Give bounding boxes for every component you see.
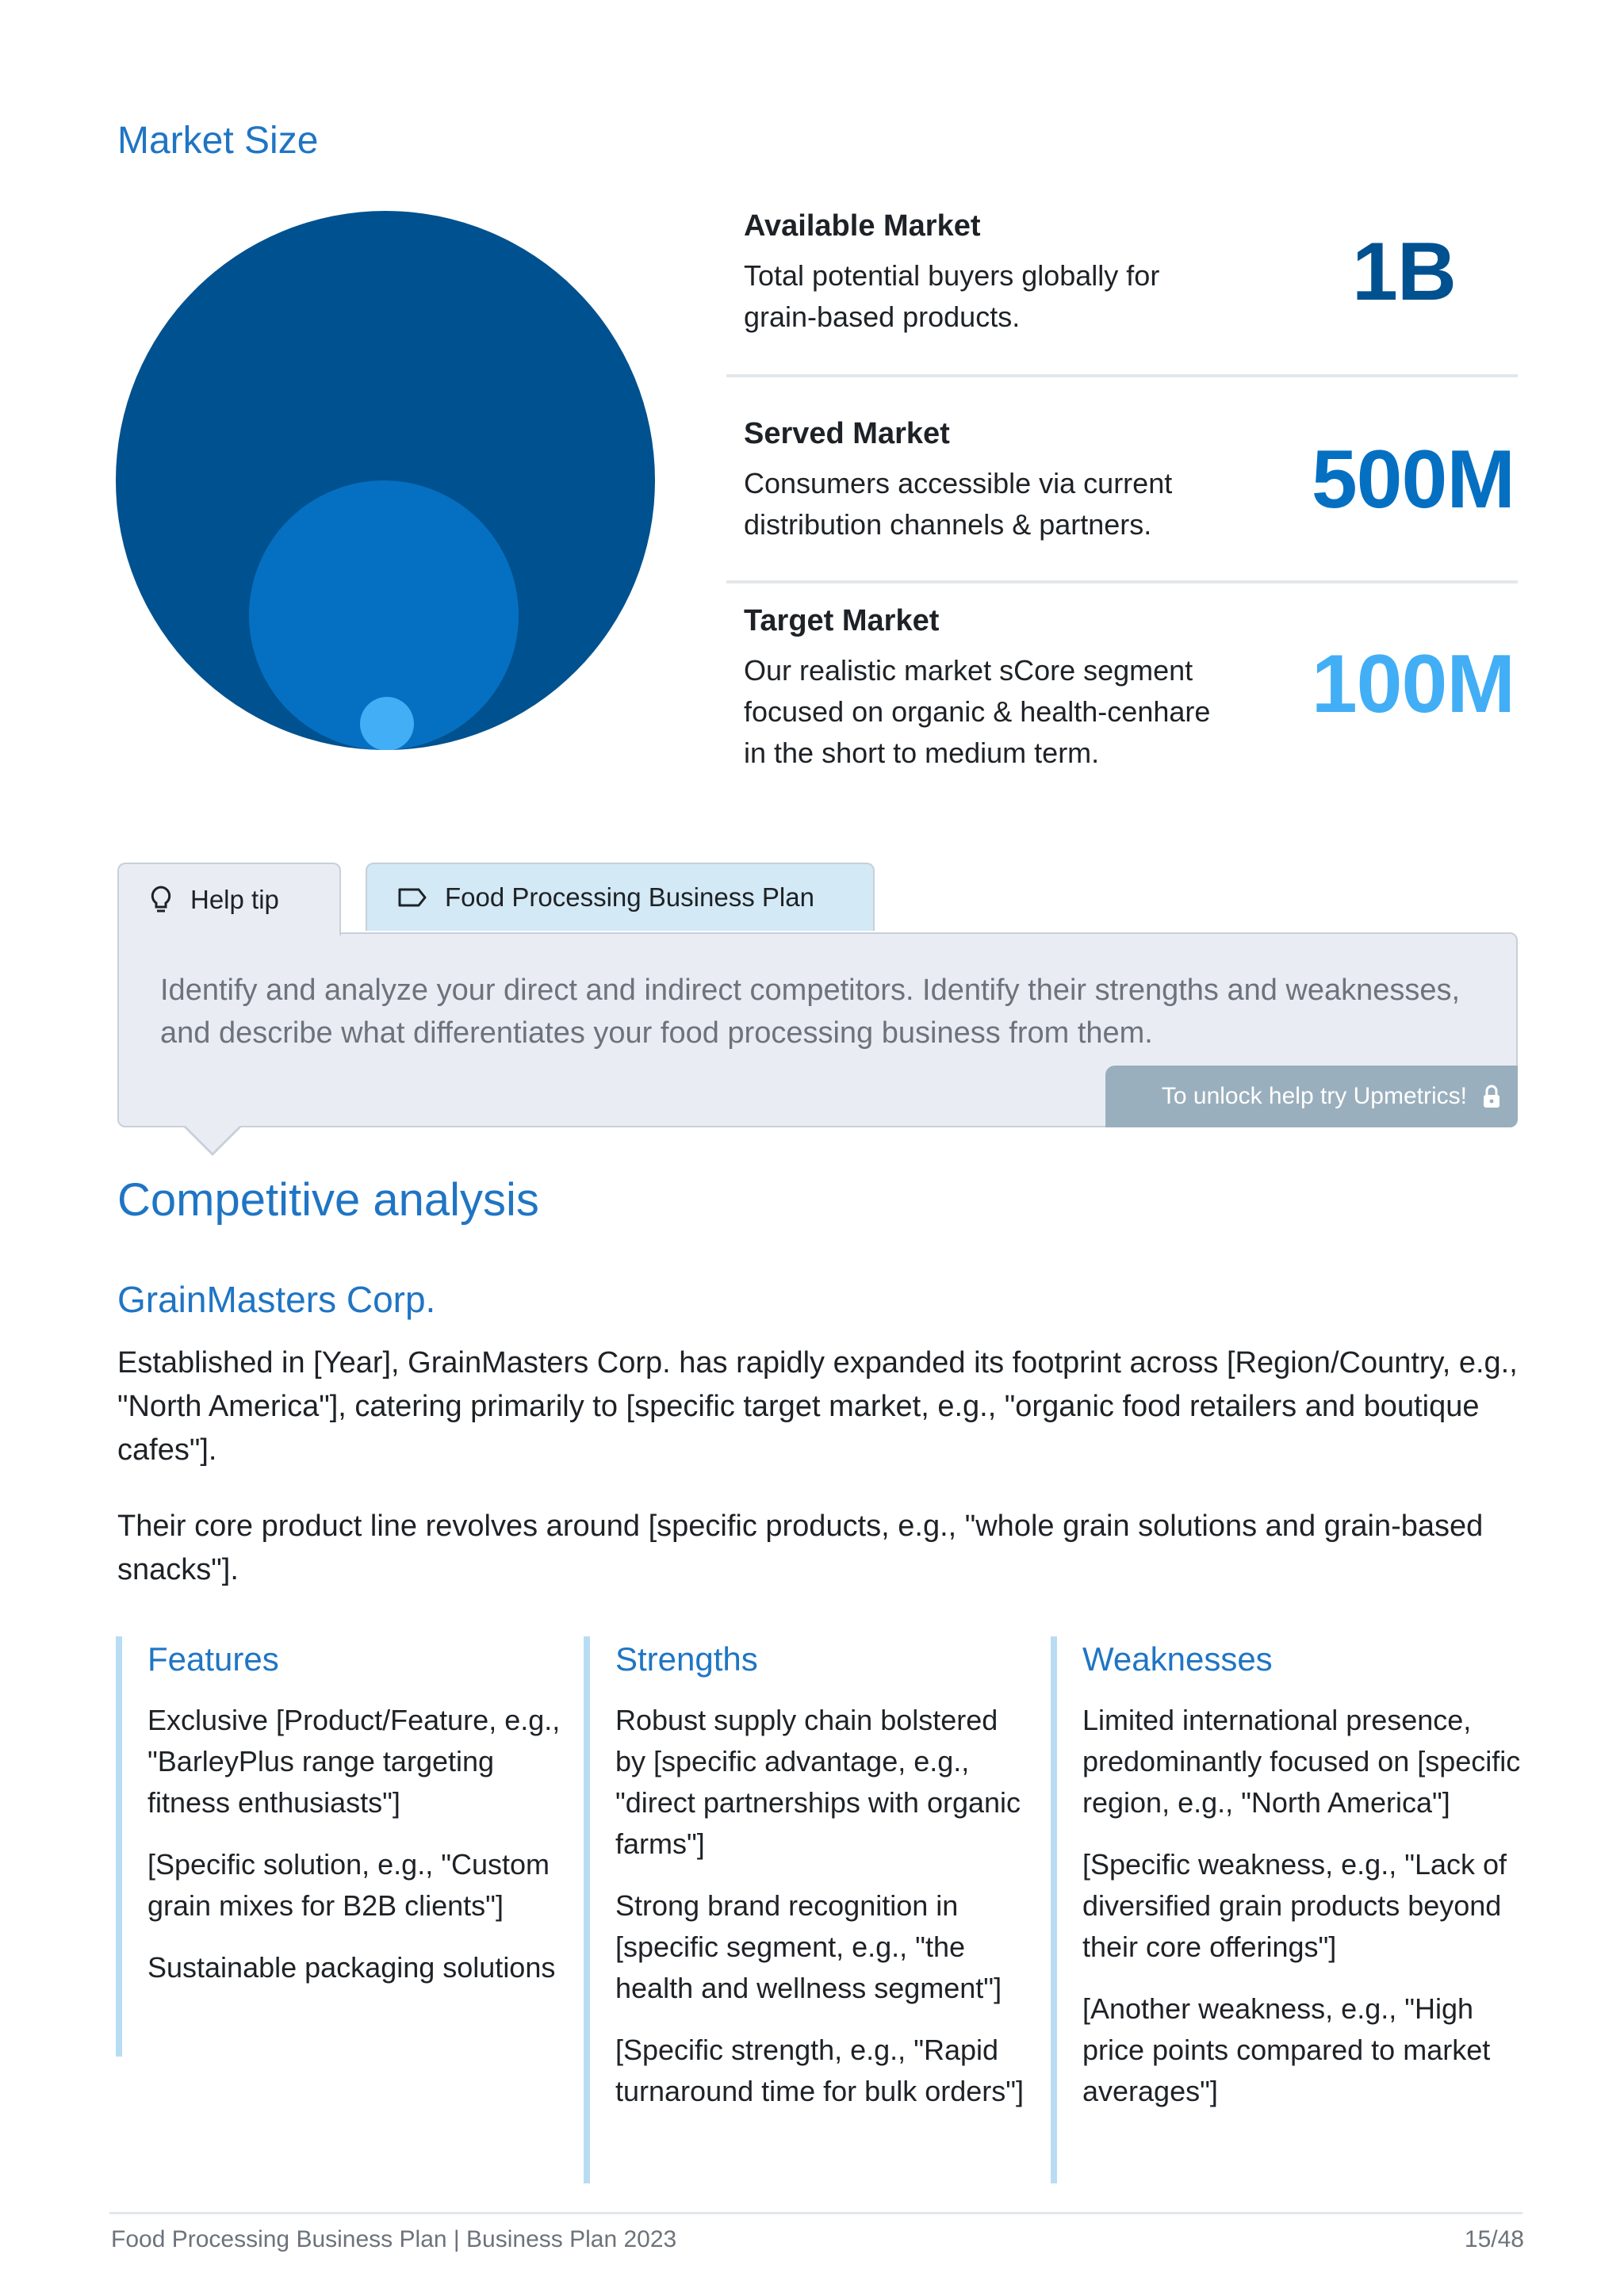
company-paragraph: Their core product line revolves around [specific products, e.g., "whole grain solutions and grain-based snacks"]. <box>117 1510 1484 1586</box>
available-market-row <box>726 209 1518 368</box>
unlock-help-label: To unlock help try Upmetrics! <box>1161 1083 1467 1109</box>
list-item: [Specific weakness, e.g., "Lack of diversified grain products beyond their core offerings"] <box>1082 1848 1507 1963</box>
plan-tab-label: Food Processing Business Plan <box>445 882 814 912</box>
footer-text: Food Processing Business Plan | Business Plan 2023 <box>111 2226 677 2252</box>
target-market-description: Our realistic market sCore segment focused on organic & health-cenhare in the short to medium term. <box>744 654 1211 769</box>
weaknesses-title: Weaknesses <box>1082 1640 1273 1678</box>
served-market-label: Served Market <box>744 417 950 450</box>
lock-icon <box>1481 1084 1502 1109</box>
lightbulb-icon <box>149 885 173 915</box>
strengths-column <box>584 1636 1036 2183</box>
plan-tab[interactable] <box>366 863 875 931</box>
help-tip-panel <box>117 932 1518 1127</box>
target-market-label: Target Market <box>744 604 940 637</box>
available-market-value: 1B <box>1352 226 1456 318</box>
tag-icon <box>397 886 427 909</box>
available-market-description: Total potential buyers globally for grain-based products. <box>744 259 1160 333</box>
competitive-analysis-title: Competitive analysis <box>117 1174 539 1226</box>
list-item: Strong brand recognition in [specific segment, e.g., "the health and wellness segment"] <box>615 1889 1002 2004</box>
footer-divider <box>109 2212 1522 2214</box>
market-divider <box>726 580 1518 584</box>
help-tip-tab[interactable] <box>117 863 341 936</box>
list-item: Exclusive [Product/Feature, e.g., "BarleyPlus range targeting fitness enthusiasts"] <box>147 1704 561 1819</box>
strengths-title: Strengths <box>615 1640 758 1678</box>
list-item: [Another weakness, e.g., "High price points compared to market averages"] <box>1082 1992 1491 2107</box>
company-name: GrainMasters Corp. <box>117 1279 436 1320</box>
served-market-row <box>726 417 1518 560</box>
features-title: Features <box>147 1640 279 1678</box>
served-market-value: 500M <box>1311 434 1515 526</box>
unlock-help-button[interactable] <box>1105 1066 1518 1127</box>
target-market-circle <box>360 697 414 750</box>
list-item: [Specific strength, e.g., "Rapid turnaround time for bulk orders"] <box>615 2034 1025 2107</box>
company-paragraph: Established in [Year], GrainMasters Corp. has rapidly expanded its footprint across [Region/Country, e.g., "North America"], catering primarily to [specific target market, e.g., "organic food retailers and boutique cafes"]. <box>117 1346 1518 1467</box>
weaknesses-column <box>1051 1636 1526 2183</box>
target-market-row <box>726 604 1518 779</box>
list-item: Robust supply chain bolstered by [specific advantage, e.g., "direct partnerships with organic farms"] <box>615 1704 1021 1860</box>
list-item: [Specific solution, e.g., "Custom grain mixes for B2B clients"] <box>147 1848 550 1922</box>
available-market-label: Available Market <box>744 209 981 243</box>
list-item: Sustainable packaging solutions <box>147 1951 556 1984</box>
target-market-value: 100M <box>1311 638 1515 730</box>
market-size-title: Market Size <box>117 120 319 162</box>
page-number: 15/48 <box>1464 2226 1524 2252</box>
help-tip-pointer-fill <box>184 1124 241 1153</box>
features-column <box>116 1636 568 2057</box>
help-tip-label: Help tip <box>190 885 279 914</box>
market-size-circles <box>116 211 655 750</box>
help-tip-text: Identify and analyze your direct and indirect competitors. Identify their strengths and weaknesses, and describe what differentiates your food processing business from them. <box>160 974 1461 1050</box>
market-divider <box>726 374 1518 377</box>
list-item: Limited international presence, predominantly focused on [specific region, e.g., "North America"] <box>1082 1704 1521 1819</box>
served-market-description: Consumers accessible via current distribution channels & partners. <box>744 467 1173 541</box>
